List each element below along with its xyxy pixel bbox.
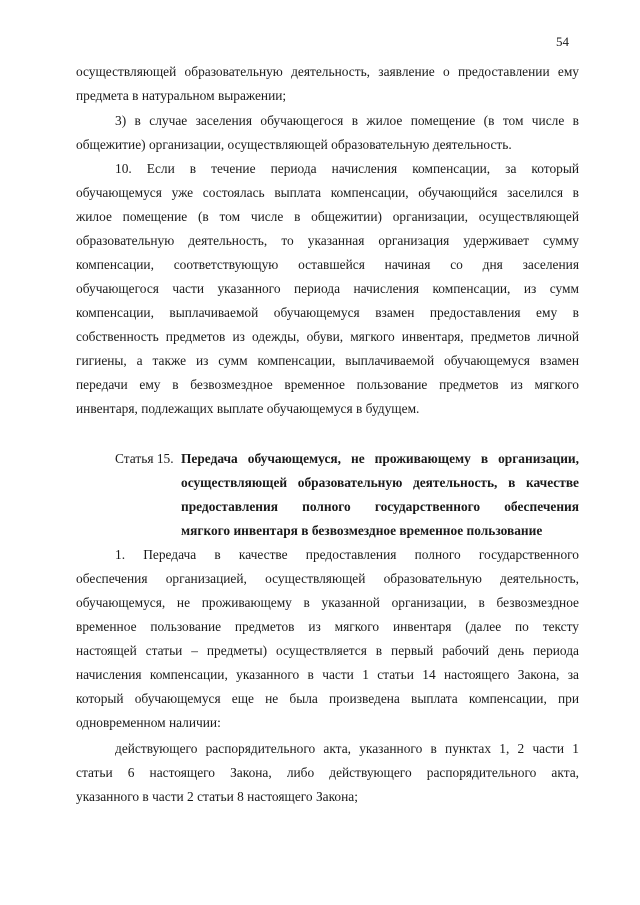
text-line: обеспечения организацией, осуществляющей образовательную деятельность, <box>76 571 579 586</box>
text-line: 3) в случае заселения обучающегося в жилое помещение (в том числе в <box>115 113 579 128</box>
text-line: образовательную деятельность, то указанная организация удерживает сумму <box>76 233 579 248</box>
text-line: обучающемуся уже состоялась выплата компенсации, обучающийся заселился в <box>76 185 579 200</box>
article-title-line: мягкого инвентаря в безвозмездное временное пользование <box>181 523 543 538</box>
text-line: настоящей статьи – предметы) осуществляется в первый рабочий день периода <box>76 643 579 658</box>
text-line: указанного в части 2 статьи 8 настоящего Закона; <box>76 789 358 804</box>
text-line: компенсации, соответствующую оставшейся начиная со дня заселения <box>76 257 579 272</box>
text-line: одновременном наличии: <box>76 715 221 730</box>
text-line: статьи 6 настоящего Закона, либо действующего распорядительного акта, <box>76 765 579 780</box>
text-line: передачи ему в безвозмездное временное пользование предметов из мягкого <box>76 377 579 392</box>
text-line: осуществляющей образовательную деятельность, заявление о предоставлении ему <box>76 64 579 79</box>
text-line: компенсации, выплачиваемой обучающемуся взамен предоставления ему в <box>76 305 579 320</box>
text-line: общежитие) организации, осуществляющей образовательную деятельность. <box>76 137 512 152</box>
text-line: временное пользование предметов из мягкого инвентаря (далее по тексту <box>76 619 579 634</box>
text-line: собственность предметов из одежды, обуви, мягкого инвентаря, предметов личной <box>76 329 579 344</box>
text-line: жилое помещение (в том числе в общежитии) организации, осуществляющей <box>76 209 579 224</box>
text-line: гигиены, а также из сумм компенсации, выплачиваемой обучающемуся взамен <box>76 353 579 368</box>
text-line: предмета в натуральном выражении; <box>76 88 287 103</box>
article-title-line: осуществляющей образовательную деятельность, в качестве <box>181 475 579 490</box>
article-title-line: Передача обучающемуся, не проживающему в организации, <box>181 451 579 466</box>
text-line: обучающегося части указанного периода начисления компенсации, из сумм <box>76 281 579 296</box>
article-title-line: предоставления полного государственного обеспечения <box>181 499 579 514</box>
text-line: инвентаря, подлежащих выплате обучающемуся в будущем. <box>76 401 420 416</box>
text-line: 10. Если в течение периода начисления компенсации, за который <box>115 161 579 176</box>
text-line: обучающемуся, не проживающему в указанной организации, в безвозмездное <box>76 595 579 610</box>
text-line: который обучающемуся еще не была произведена выплата компенсации, при <box>76 691 579 706</box>
text-line: действующего распорядительного акта, указанного в пунктах 1, 2 части 1 <box>115 741 579 756</box>
text-line: 1. Передача в качестве предоставления полного государственного <box>115 547 579 562</box>
text-line: начисления компенсации, указанного в части 1 статьи 14 настоящего Закона, за <box>76 667 579 682</box>
article-label: Статья 15. <box>115 451 174 466</box>
page-number: 54 <box>556 34 569 49</box>
